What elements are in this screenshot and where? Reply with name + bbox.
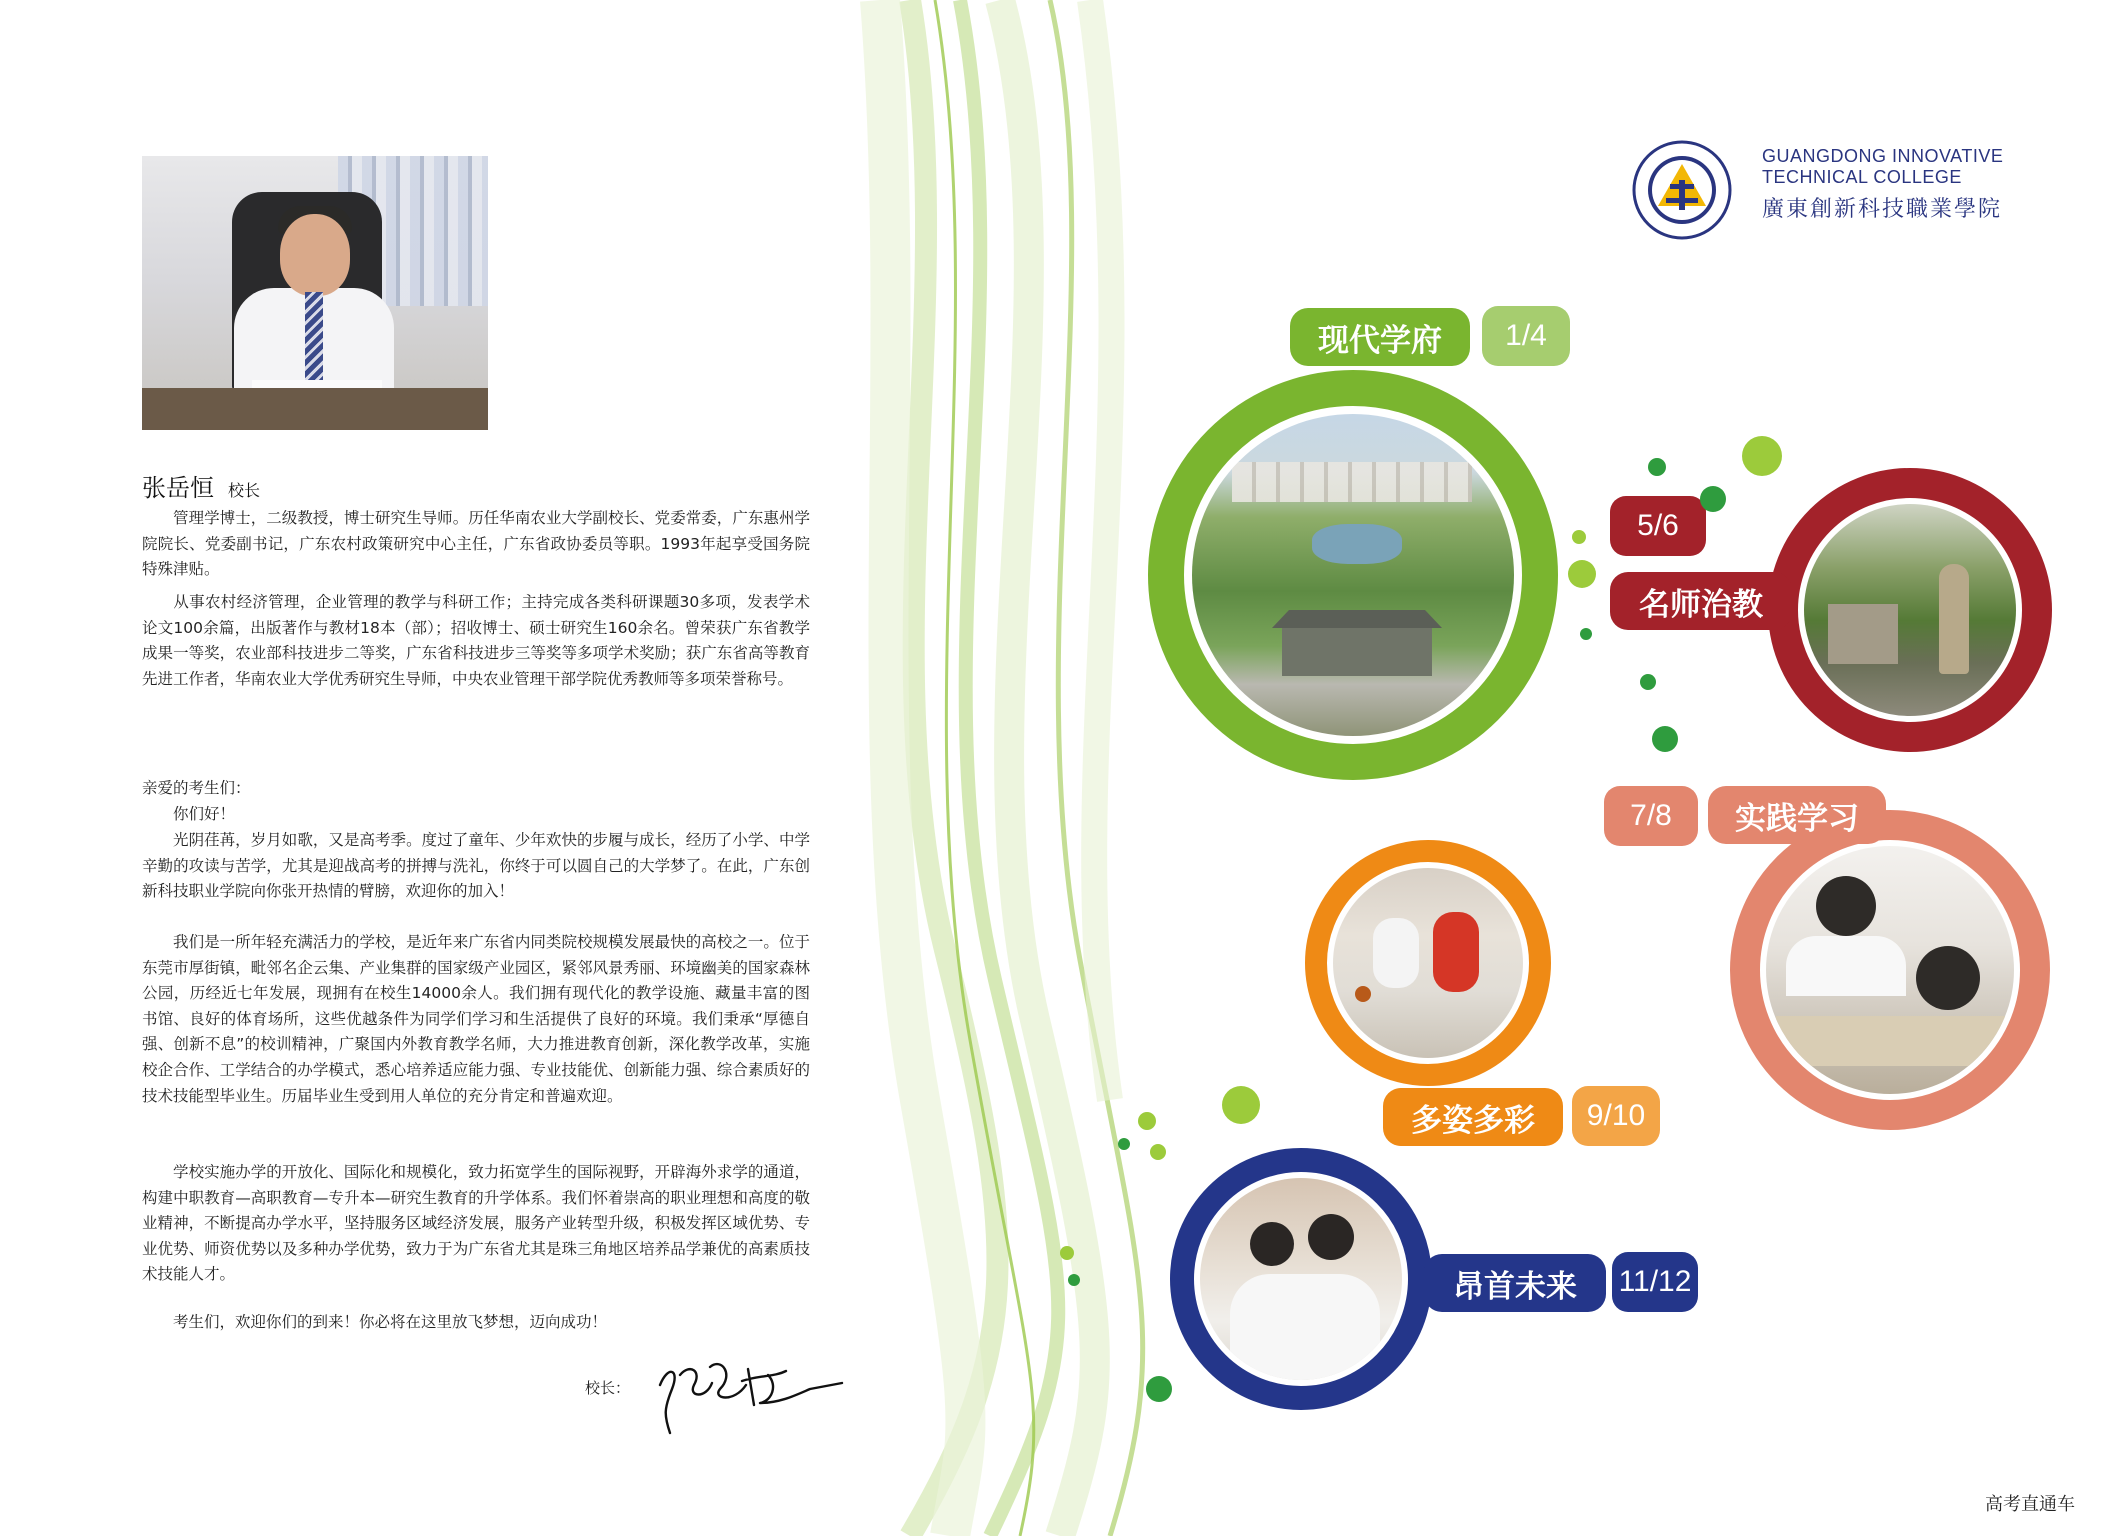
principal-heading bbox=[142, 468, 260, 503]
bio-paragraph-2: 从事农村经济管理，企业管理的教学与科研工作；主持完成各类科研课题30多项，发表学术论文100余篇，出版著作与教材18本（部）；招收博士、硕士研究生160余名。曾荣获广东省教学成果一等奖，农业部科技进步二等奖，广东省科技进步三等奖等多项学术奖励；获广东省高等教育先进工作者，华南农业大学优秀研究生导师，中央农业管理干部学院优秀教师等多项荣誉称号。 bbox=[142, 593, 810, 688]
decor-dot bbox=[1146, 1376, 1172, 1402]
practice-students-photo bbox=[1766, 846, 2014, 1094]
decor-dot bbox=[1118, 1138, 1130, 1150]
section-practice-pages[interactable]: 7/8 bbox=[1604, 786, 1698, 846]
college-logo bbox=[1632, 140, 1732, 240]
section-activities-label[interactable]: 多姿多彩 bbox=[1383, 1088, 1563, 1146]
principal-name: 张岳恒 bbox=[142, 474, 214, 502]
graduates-photo bbox=[1200, 1178, 1402, 1380]
watermark: 高考直通车 bbox=[1985, 1494, 2075, 1515]
section-activities-pages[interactable]: 9/10 bbox=[1572, 1086, 1660, 1146]
decor-dot bbox=[1572, 530, 1586, 544]
decor-dot bbox=[1640, 674, 1656, 690]
college-name bbox=[1762, 146, 2003, 223]
principal-photo bbox=[142, 156, 488, 430]
decor-dot bbox=[1068, 1274, 1080, 1286]
decor-dot bbox=[1222, 1086, 1260, 1124]
section-future-ring[interactable] bbox=[1170, 1148, 1432, 1410]
decor-dot bbox=[1700, 486, 1726, 512]
principal-signature bbox=[650, 1345, 845, 1435]
section-teachers-label[interactable]: 名师治教 bbox=[1610, 572, 1792, 630]
college-name-cn: 廣東創新科技職業學院 bbox=[1762, 197, 2003, 222]
section-teachers-ring[interactable] bbox=[1768, 468, 2052, 752]
section-practice-label[interactable]: 实践学习 bbox=[1708, 786, 1886, 844]
decor-dot bbox=[1742, 436, 1782, 476]
letter-greeting: 亲爱的考生们： bbox=[142, 779, 251, 797]
section-practice-ring[interactable] bbox=[1730, 810, 2050, 1130]
teachers-statue-photo bbox=[1804, 504, 2016, 716]
decor-dot bbox=[1060, 1246, 1074, 1260]
section-future-pages[interactable]: 11/12 bbox=[1612, 1252, 1698, 1312]
section-teachers-pages[interactable]: 5/6 bbox=[1610, 496, 1706, 556]
decor-dot bbox=[1138, 1112, 1156, 1130]
letter-paragraph-2: 我们是一所年轻充满活力的学校，是近年来广东省内同类院校规模发展最快的高校之一。位于东莞市厚街镇，毗邻名企云集、产业集群的国家级产业园区，紧邻风景秀丽、环境幽美的国家森林公园，历经近七年发展，现拥有在校生14000余人。我们拥有现代化的教学设施、藏量丰富的图书馆、良好的体育场所，这些优越条件为同学们学习和生活提供了良好的环境。我们秉承“厚德自强、创新不息”的校训精神，广聚国内外教育教学名师，大力推进教育创新，深化教学改革，实施校企合作、工学结合的办学模式，悉心培养适应能力强、专业技能优、创新能力强、综合素质好的技术技能型毕业生。历届毕业生受到用人单位的充分肯定和普遍欢迎。 bbox=[142, 933, 810, 1105]
college-name-en-line2: TECHNICAL COLLEGE bbox=[1762, 167, 1962, 187]
section-campus-pages[interactable]: 1/4 bbox=[1482, 306, 1570, 366]
section-future-label[interactable]: 昂首未来 bbox=[1424, 1254, 1606, 1312]
decor-dot bbox=[1648, 458, 1666, 476]
principal-title: 校长 bbox=[228, 481, 261, 500]
campus-aerial-photo bbox=[1192, 414, 1514, 736]
basketball-photo bbox=[1333, 868, 1523, 1058]
letter-paragraph-3: 学校实施办学的开放化、国际化和规模化，致力拓宽学生的国际视野，开辟海外求学的通道，构建中职教育—高职教育—专升本—研究生教育的升学体系。我们怀着崇高的职业理想和高度的敬业精神，不断提高办学水平，坚持服务区域经济发展，服务产业转型升级，积极发挥区域优势、专业优势、师资优势以及多种办学优势，致力于为广东省尤其是珠三角地区培养品学兼优的高素质技术技能人才。 bbox=[142, 1163, 810, 1284]
letter-hello: 你们好！ bbox=[173, 805, 236, 823]
section-activities-ring[interactable] bbox=[1305, 840, 1551, 1086]
letter-closing: 考生们，欢迎你们的到来！你必将在这里放飞梦想，迈向成功！ bbox=[173, 1313, 608, 1331]
decor-dot bbox=[1652, 726, 1678, 752]
decor-dot bbox=[1568, 560, 1596, 588]
bio-paragraph-1: 管理学博士，二级教授，博士研究生导师。历任华南农业大学副校长、党委常委，广东惠州学院院长、党委副书记，广东农村政策研究中心主任，广东省政协委员等职。1993年起享受国务院特殊津贴。 bbox=[142, 509, 810, 579]
signature-label: 校长： bbox=[585, 1379, 631, 1397]
section-campus-label[interactable]: 现代学府 bbox=[1290, 308, 1470, 366]
letter-paragraph-1: 光阴荏苒，岁月如歌，又是高考季。度过了童年、少年欢快的步履与成长，经历了小学、中学辛勤的攻读与苦学，尤其是迎战高考的拼搏与洗礼，你终于可以圆自己的大学梦了。在此，广东创新科技职业学院向你张开热情的臂膀，欢迎你的加入！ bbox=[142, 831, 810, 901]
decor-dot bbox=[1150, 1144, 1166, 1160]
college-name-en-line1: GUANGDONG INNOVATIVE bbox=[1762, 146, 2004, 166]
section-campus-ring[interactable] bbox=[1148, 370, 1558, 780]
decor-dot bbox=[1580, 628, 1592, 640]
